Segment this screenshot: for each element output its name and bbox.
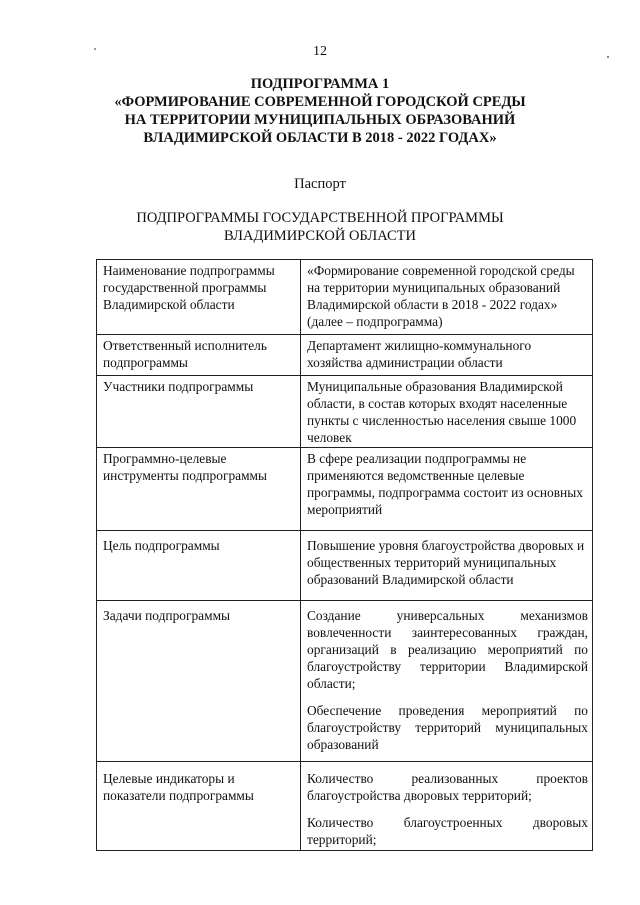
- row-label: Участники подпрограммы: [97, 376, 301, 448]
- row-value: В сфере реализации подпрограммы не применяются ведомственные целевые программы, подпрограмма состоит из основных мероприятий: [301, 448, 593, 531]
- page-number: 12: [313, 44, 327, 59]
- row-value: Муниципальные образования Владимирской области, в состав которых входят населенные пункты с численностью населения свыше 1000 человек: [301, 376, 593, 448]
- subtitle-line: ВЛАДИМИРСКОЙ ОБЛАСТИ: [224, 228, 416, 244]
- title-line: ВЛАДИМИРСКОЙ ОБЛАСТИ В 2018 - 2022 ГОДАХ»: [143, 130, 497, 146]
- value-paragraph: Создание универсальных механизмов вовлеченности заинтересованных граждан, организаций в реализацию мероприятий по благоустройству территории Владимирской области;: [307, 608, 588, 691]
- row-label: Задачи подпрограммы: [97, 601, 301, 762]
- title-line: «ФОРМИРОВАНИЕ СОВРЕМЕННОЙ ГОРОДСКОЙ СРЕДЫ: [114, 94, 526, 110]
- row-label: Программно-целевые инструменты подпрограммы: [97, 448, 301, 531]
- row-label: Наименование подпрограммы государственной программы Владимирской области: [97, 260, 301, 335]
- row-label: Цель подпрограммы: [97, 531, 301, 601]
- passport-subtitle: [0, 209, 640, 245]
- table-row: [97, 260, 593, 335]
- value-paragraph: Обеспечение проведения мероприятий по благоустройству территорий муниципальных образований: [307, 703, 588, 752]
- table-row: [97, 376, 593, 448]
- table-row: [97, 601, 593, 762]
- row-value: Повышение уровня благоустройства дворовых и общественных территорий муниципальных образований Владимирской области: [301, 531, 593, 601]
- table-row: [97, 448, 593, 531]
- subprogram-title: [0, 75, 640, 147]
- row-value: «Формирование современной городской среды на территории муниципальных образований Владимирской области в 2018 - 2022 годах» (далее – подпрограмма): [301, 260, 593, 335]
- table-row: [97, 335, 593, 376]
- row-value: [301, 762, 593, 851]
- row-value: Департамент жилищно-коммунального хозяйства администрации области: [301, 335, 593, 376]
- value-paragraph: Количество благоустроенных дворовых территорий;: [307, 815, 588, 847]
- subtitle-line: ПОДПРОГРАММЫ ГОСУДАРСТВЕННОЙ ПРОГРАММЫ: [136, 210, 504, 226]
- passport-table: [96, 259, 593, 851]
- row-label: Ответственный исполнитель подпрограммы: [97, 335, 301, 376]
- passport-label: Паспорт: [294, 176, 346, 192]
- title-line: ПОДПРОГРАММА 1: [250, 76, 390, 92]
- table-row: [97, 762, 593, 851]
- value-paragraph: Количество реализованных проектов благоустройства дворовых территорий;: [307, 771, 588, 803]
- title-line: НА ТЕРРИТОРИИ МУНИЦИПАЛЬНЫХ ОБРАЗОВАНИЙ: [124, 112, 516, 128]
- table-row: [97, 531, 593, 601]
- row-label: Целевые индикаторы и показатели подпрограммы: [97, 762, 301, 851]
- row-value: [301, 601, 593, 762]
